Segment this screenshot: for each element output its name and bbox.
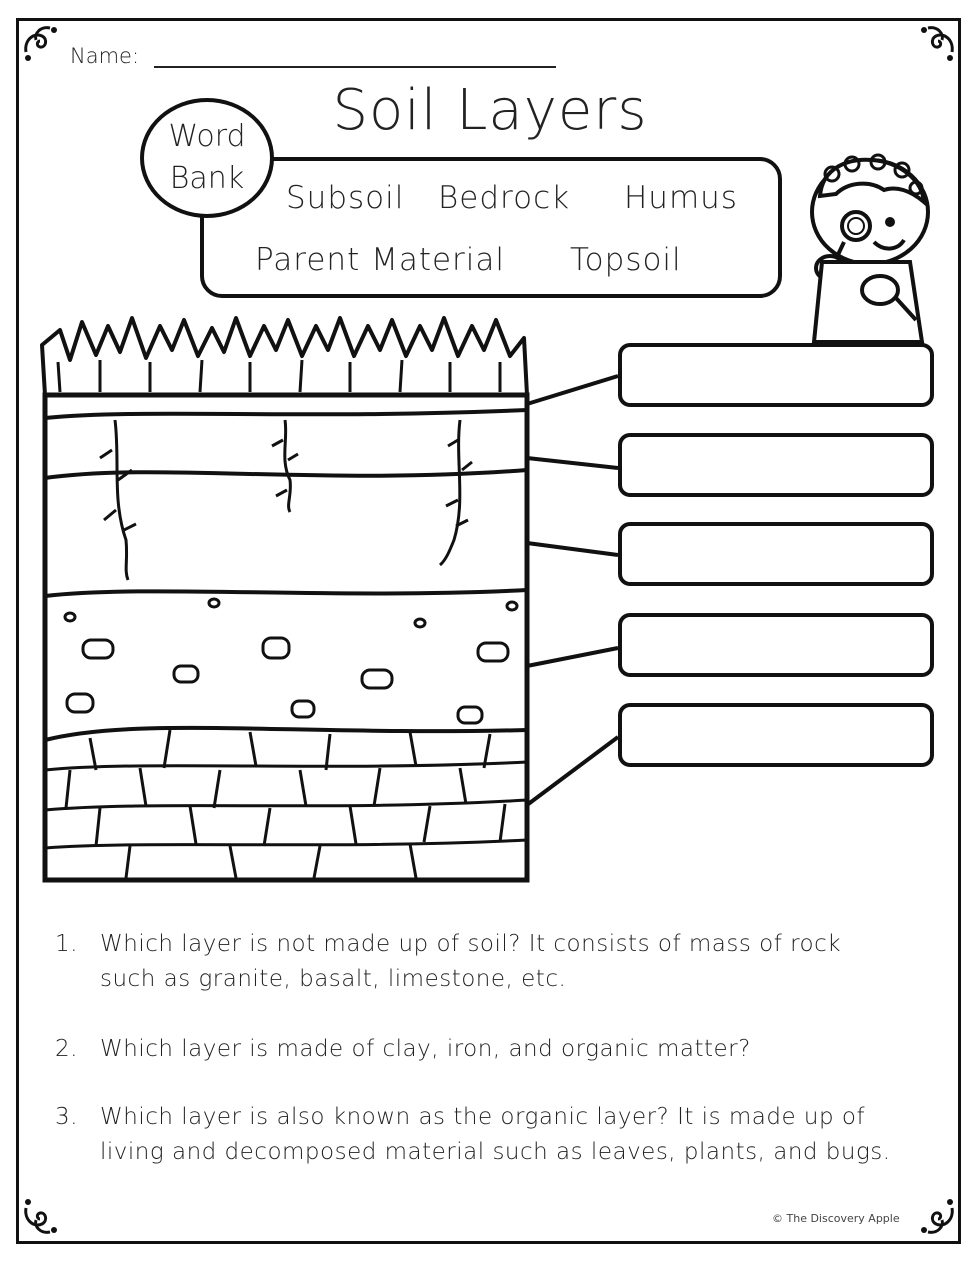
question-text: Which layer is made of clay, iron, and organic matter? bbox=[100, 1036, 751, 1062]
answer-box-layer-4[interactable] bbox=[618, 613, 934, 677]
word-bank-word: Topsoil bbox=[570, 242, 682, 278]
word-bank-word: Subsoil bbox=[286, 180, 405, 216]
flourish-corner-icon bbox=[912, 1192, 958, 1238]
word-bank-badge bbox=[140, 98, 274, 218]
answer-box-layer-5[interactable] bbox=[618, 703, 934, 767]
page-title: Soil Layers bbox=[332, 78, 648, 143]
word-bank-label-line2: Bank bbox=[169, 161, 245, 196]
word-bank-word: Bedrock bbox=[438, 180, 571, 216]
question-number: 2. bbox=[55, 1036, 78, 1062]
bedrock-pattern bbox=[45, 730, 527, 878]
answer-box-layer-1[interactable] bbox=[618, 343, 934, 407]
word-bank-word: Humus bbox=[624, 180, 738, 216]
answer-box-layer-3[interactable] bbox=[618, 522, 934, 586]
word-bank-word: Parent Material bbox=[255, 242, 506, 278]
rock-icon bbox=[65, 599, 517, 723]
word-bank-label-line1: Word bbox=[168, 119, 246, 154]
grass-icon bbox=[42, 318, 527, 395]
connector-lines bbox=[527, 376, 618, 805]
question-item bbox=[55, 1100, 915, 1172]
root-icon bbox=[100, 420, 472, 580]
name-label: Name: bbox=[70, 44, 140, 68]
answer-box-layer-2[interactable] bbox=[618, 433, 934, 497]
question-number: 3. bbox=[55, 1104, 78, 1130]
question-item bbox=[55, 927, 915, 999]
question-item bbox=[55, 1032, 915, 1068]
question-text: Which layer is also known as the organic layer? It is made up of living and decomposed material such as leaves, plants, and bugs. bbox=[100, 1104, 891, 1165]
question-number: 1. bbox=[55, 931, 78, 957]
question-text: Which layer is not made up of soil? It consists of mass of rock such as granite, basalt, limestone, etc. bbox=[100, 931, 842, 992]
copyright-notice: © The Discovery Apple bbox=[772, 1212, 900, 1225]
flourish-corner-icon bbox=[20, 1192, 66, 1238]
